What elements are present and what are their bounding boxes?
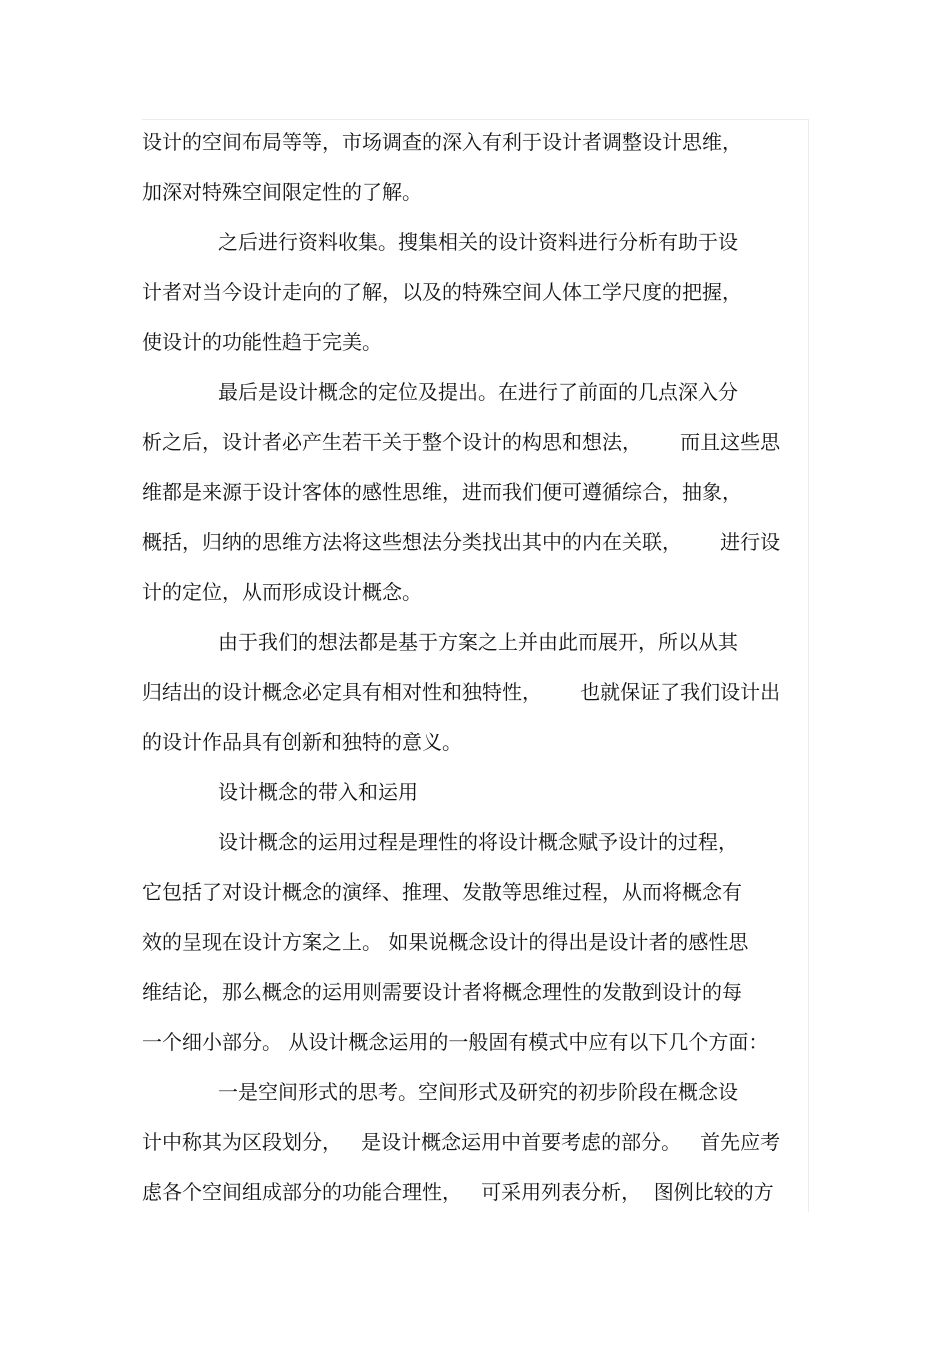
text-line: 虑各个空间组成部分的功能合理性， 可采用列表分析， 图例比较的方 <box>142 1180 774 1204</box>
text-line: 计中称其为区段划分， 是设计概念运用中首要考虑的部分。 首先应考 <box>142 1130 781 1154</box>
text-line: 计的定位，从而形成设计概念。 <box>142 580 422 604</box>
text-line: 加深对特殊空间限定性的了解。 <box>142 180 422 204</box>
paragraph-first-line: 设计概念的运用过程是理性的将设计概念赋予设计的过程， <box>218 830 738 854</box>
paragraph-first-line: 由于我们的想法都是基于方案之上并由此而展开，所以从其 <box>218 630 738 654</box>
text-line: 使设计的功能性趋于完美。 <box>142 330 382 354</box>
paragraph-first-line: 最后是设计概念的定位及提出。在进行了前面的几点深入分 <box>218 380 738 404</box>
text-line: 维结论，那么概念的运用则需要设计者将概念理性的发散到设计的每 <box>142 980 742 1004</box>
text-line: 一个细小部分。 从设计概念运用的一般固有模式中应有以下几个方面： <box>142 1030 769 1054</box>
text-line: 析之后，设计者必产生若干关于整个设计的构思和想法， 而且这些思 <box>142 430 781 454</box>
text-line: 计者对当今设计走向的了解，以及的特殊空间人体工学尺度的把握， <box>142 280 742 304</box>
text-line: 效的呈现在设计方案之上。 如果说概念设计的得出是设计者的感性思 <box>142 930 749 954</box>
text-line: 概括，归纳的思维方法将这些想法分类找出其中的内在关联， 进行设 <box>142 530 781 554</box>
section-heading: 设计概念的带入和运用 <box>218 780 418 804</box>
document-page <box>142 119 809 1212</box>
text-line: 归结出的设计概念必定具有相对性和独特性， 也就保证了我们设计出 <box>142 680 781 704</box>
text-line: 设计的空间布局等等，市场调查的深入有利于设计者调整设计思维， <box>142 130 742 154</box>
text-line: 维都是来源于设计客体的感性思维，进而我们便可遵循综合，抽象， <box>142 480 742 504</box>
text-line: 它包括了对设计概念的演绎、推理、发散等思维过程，从而将概念有 <box>142 880 742 904</box>
paragraph-first-line: 一是空间形式的思考。空间形式及研究的初步阶段在概念设 <box>218 1080 738 1104</box>
paragraph-first-line: 之后进行资料收集。搜集相关的设计资料进行分析有助于设 <box>218 230 738 254</box>
text-line: 的设计作品具有创新和独特的意义。 <box>142 730 462 754</box>
